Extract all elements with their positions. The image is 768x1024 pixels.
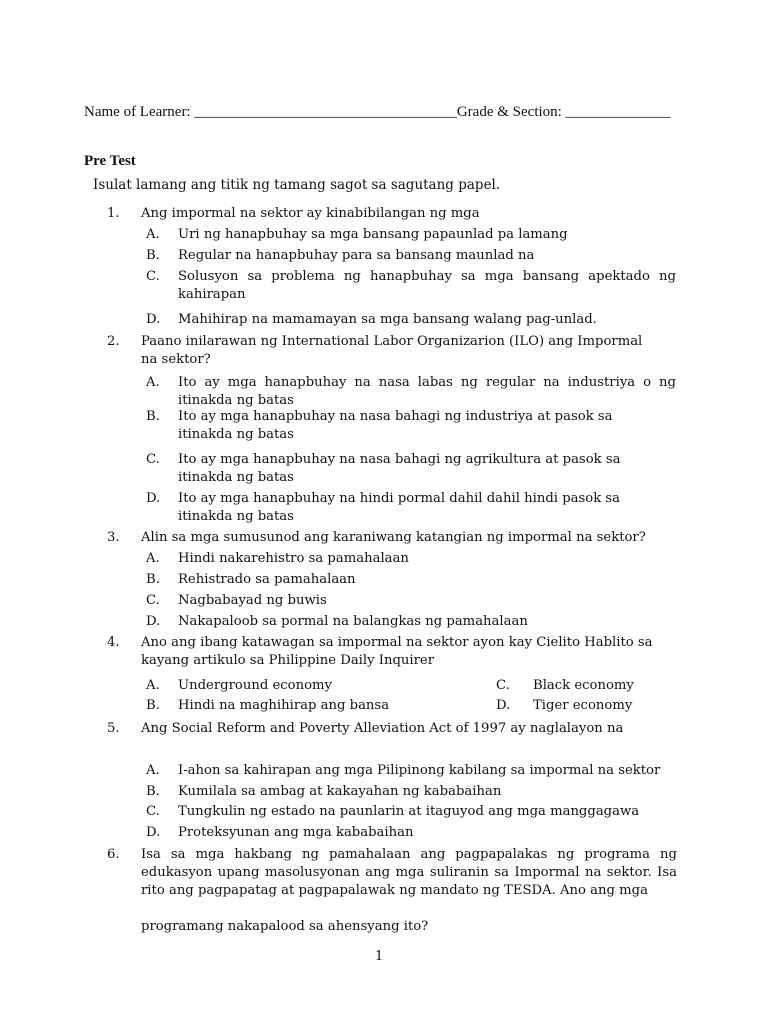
option-letter: A. <box>146 678 160 693</box>
question-text: Isa sa mga hakbang ng pamahalaan ang pagpapalakas ng programa ng edukasyon upang masolusyonan ang mga suliranin sa Impormal na sektor. Isa rito ang pagpapatag at pagpapalawak ng mandato ng TESDA. Ano ang mga <box>141 847 677 898</box>
option-letter: D. <box>146 491 161 506</box>
option-letter: D. <box>146 312 161 327</box>
question-text-continued: programang nakapalood sa ahensyang ito? <box>141 919 429 934</box>
section-title: Pre Test <box>84 153 136 169</box>
option-letter: A. <box>146 227 160 242</box>
option-letter: B. <box>146 698 160 713</box>
question-number: 4. <box>107 635 120 650</box>
option-text: Tiger economy <box>533 698 633 713</box>
option-text: Uri ng hanapbuhay sa mga bansang papaunlad pa lamang <box>178 227 568 242</box>
question-text: Paano inilarawan ng International Labor Organizarion (ILO) ang Impormal na sektor? <box>141 334 643 367</box>
option-text: Hindi na maghihirap ang bansa <box>178 698 390 713</box>
question-number: 3. <box>107 530 120 545</box>
option-text: Underground economy <box>178 678 332 693</box>
option-letter: C. <box>146 804 160 819</box>
question-text: Ano ang ibang katawagan sa impormal na sektor ayon kay Cielito Hablito sa kayang artikulo sa Philippine Daily Inquirer <box>141 635 653 668</box>
question-number: 1. <box>107 206 120 221</box>
option-text: I-ahon sa kahirapan ang mga Pilipinong kabilang sa impormal na sektor <box>178 763 661 778</box>
option-text: Nakapaloob sa pormal na balangkas ng pamahalaan <box>178 614 528 629</box>
option-text: Regular na hanapbuhay para sa bansang maunlad na <box>178 248 535 263</box>
question-number: 2. <box>107 334 120 349</box>
option-text: Ito ay mga hanapbuhay na nasa bahagi ng agrikultura at pasok sa itinakda ng batas <box>178 452 621 485</box>
option-text: Nagbabayad ng buwis <box>178 593 327 608</box>
option-text: Ito ay mga hanapbuhay na nasa labas ng regular na industriya o ng itinakda ng batas <box>178 375 676 408</box>
option-letter: B. <box>146 784 160 799</box>
question-text: Alin sa mga sumusunod ang karaniwang katangian ng impormal na sektor? <box>141 530 646 545</box>
option-letter: B. <box>146 572 160 587</box>
instructions: Isulat lamang ang titik ng tamang sagot sa sagutang papel. <box>93 177 501 193</box>
question-number: 5. <box>107 721 120 736</box>
option-letter: A. <box>146 551 160 566</box>
option-text: Kumilala sa ambag at kakayahan ng kababaihan <box>178 784 502 799</box>
option-letter: C. <box>146 452 160 467</box>
question-number: 6. <box>107 847 120 862</box>
option-letter: A. <box>146 763 160 778</box>
option-text: Hindi nakarehistro sa pamahalaan <box>178 551 409 566</box>
option-letter: D. <box>146 614 161 629</box>
option-letter: C. <box>146 269 160 284</box>
option-text: Ito ay mga hanapbuhay na nasa bahagi ng industriya at pasok sa itinakda ng batas <box>178 409 613 442</box>
option-text: Black economy <box>533 678 634 693</box>
option-text: Ito ay mga hanapbuhay na hindi pormal dahil dahil hindi pasok sa itinakda ng batas <box>178 491 621 524</box>
learner-header: Name of Learner: ___________________________________Grade & Section: ______________ <box>84 104 671 120</box>
option-letter: C. <box>146 593 160 608</box>
question-text: Ang impormal na sektor ay kinabibilangan ng mga <box>141 206 480 221</box>
option-text: Mahihirap na mamamayan sa mga bansang walang pag-unlad. <box>178 312 597 327</box>
option-text: Proteksyunan ang mga kababaihan <box>178 825 414 840</box>
option-letter: B. <box>146 248 160 263</box>
option-text: Solusyon sa problema ng hanapbuhay sa mga bansang apektado ng kahirapan <box>178 269 676 302</box>
option-letter: D. <box>496 698 511 713</box>
option-letter: D. <box>146 825 161 840</box>
option-letter: B. <box>146 409 160 424</box>
option-text: Tungkulin ng estado na paunlarin at itaguyod ang mga manggagawa <box>178 804 640 819</box>
question-text: Ang Social Reform and Poverty Alleviation Act of 1997 ay naglalayon na <box>141 721 624 736</box>
page-number: 1 <box>375 949 384 964</box>
option-letter: C. <box>496 678 510 693</box>
option-text: Rehistrado sa pamahalaan <box>178 572 356 587</box>
option-letter: A. <box>146 375 160 390</box>
